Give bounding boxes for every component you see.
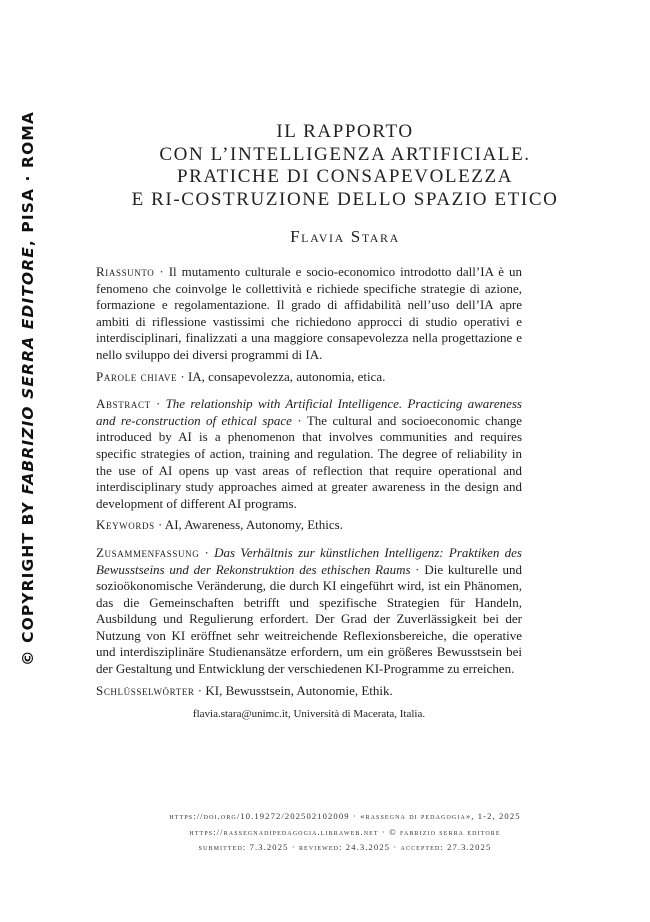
parole-chiave-paragraph [96,369,522,386]
copyright-publisher: FABRIZIO SERRA EDITORE [19,246,37,495]
copyright-notice [19,111,37,666]
keywords-text: · AI, Awareness, Autonomy, Ethics. [154,517,343,533]
author-name: Flavia Stara [290,227,400,246]
abstracts-section [96,264,522,699]
copyright-suffix: , PISA · ROMA [19,111,37,247]
footer-dates-line: submitted: 7.3.2025 · reviewed: 24.3.2025 · accepted: 27.3.2025 [198,842,492,852]
title-line: CON L’INTELLIGENZA ARTIFICIALE. [159,143,531,165]
abstract-title: The relationship with Artificial Intelligence. Practicing awareness and re-construction of ethical space [96,396,522,428]
article-title [80,121,610,211]
parole-chiave-label: Parole chiave [96,368,178,384]
abstract-text: · The cultural and socioeconomic change introduced by AI is a phenomenon that involves communities and requires specific strategies of action, training and regulation. The degree of reliability in the use of AI opens up vast areas of reflection that require operational and interdisciplinary study approaches aimed at greater awareness in the design and development of different AI programs. [96,412,522,511]
keywords-paragraph [96,517,522,534]
title-line: PRATICHE DI CONSAPEVOLEZZA [176,166,514,187]
riassunto-label: Riassunto [96,264,155,279]
zusammenfassung-title: Das Verhältnis zur künstlichen Intelligenz: Praktiken des Bewusstseins und der Rekonstruktion des ethischen Raums [96,544,522,577]
riassunto-text: · Il mutamento culturale e socio-economico introdotto dall’IA è un fenomeno che coinvolge le collettività e richiede specifiche strategie di azione, formazione e regolamentazione. Il grado di affidabilità nell’uso dell’IA apre ambiti di riflessione vastissimi che richiedono approcci di studio operativi e interdisciplinari, finalizzati a una maggiore consapevolezza nella progettazione e nello sviluppo dei diversi programmi di IA. [96,264,522,362]
zusammenfassung-text: · Die kulturelle und sozioökonomische Veränderung, die durch KI eingeführt wird, ist ein Phänomen, das die Gemeinschaften betrifft und spezifische Strategien für Handeln, Ausbildung und Regulierung erfordert. Der Grad der Zuverlässigkeit bei der Nutzung von KI eröffnet sehr weitreichende Reflexionsbereiche, die operative und interdisziplinäre Studienansätze erfordern, um ein größeres Bewusstsein bei der Gestaltung und Entwicklung der verschiedenen KI-Programme zu erreichen. [96,561,522,677]
zusammenfassung-label: Zusammenfassung [96,544,200,560]
zusammenfassung-separator: · [199,544,215,560]
title-line: E RI-COSTRUZIONE DELLO SPAZIO ETICO [131,188,559,210]
publication-footer [80,809,610,856]
abstract-label: Abstract [96,396,151,412]
zusammenfassung-paragraph [96,545,522,678]
title-line: IL RAPPORTO [276,121,414,142]
abstract-paragraph [96,396,522,512]
schluesselwoerter-paragraph [96,683,522,700]
abstract-separator: · [150,396,166,412]
author-affiliation: flavia.stara@unimc.it, Università di Macerata, Italia. [192,708,426,720]
schluesselwoerter-text: · KI, Bewusstsein, Autonomie, Ethik. [194,682,393,698]
riassunto-paragraph [96,264,522,364]
keywords-label: Keywords [96,517,155,533]
copyright-prefix: © COPYRIGHT BY [19,494,37,666]
schluesselwoerter-label: Schlüsselwörter [96,682,195,698]
footer-website-line: https://rassegnadipedagogia.libraweb.net · © fabrizio serra editore [189,826,501,837]
parole-chiave-text: · IA, consapevolezza, autonomia, etica. [177,368,386,384]
footer-doi-line: https://doi.org/10.19272/202502102009 · «rassegna di pedagogia», 1-2, 2025 [169,811,521,821]
